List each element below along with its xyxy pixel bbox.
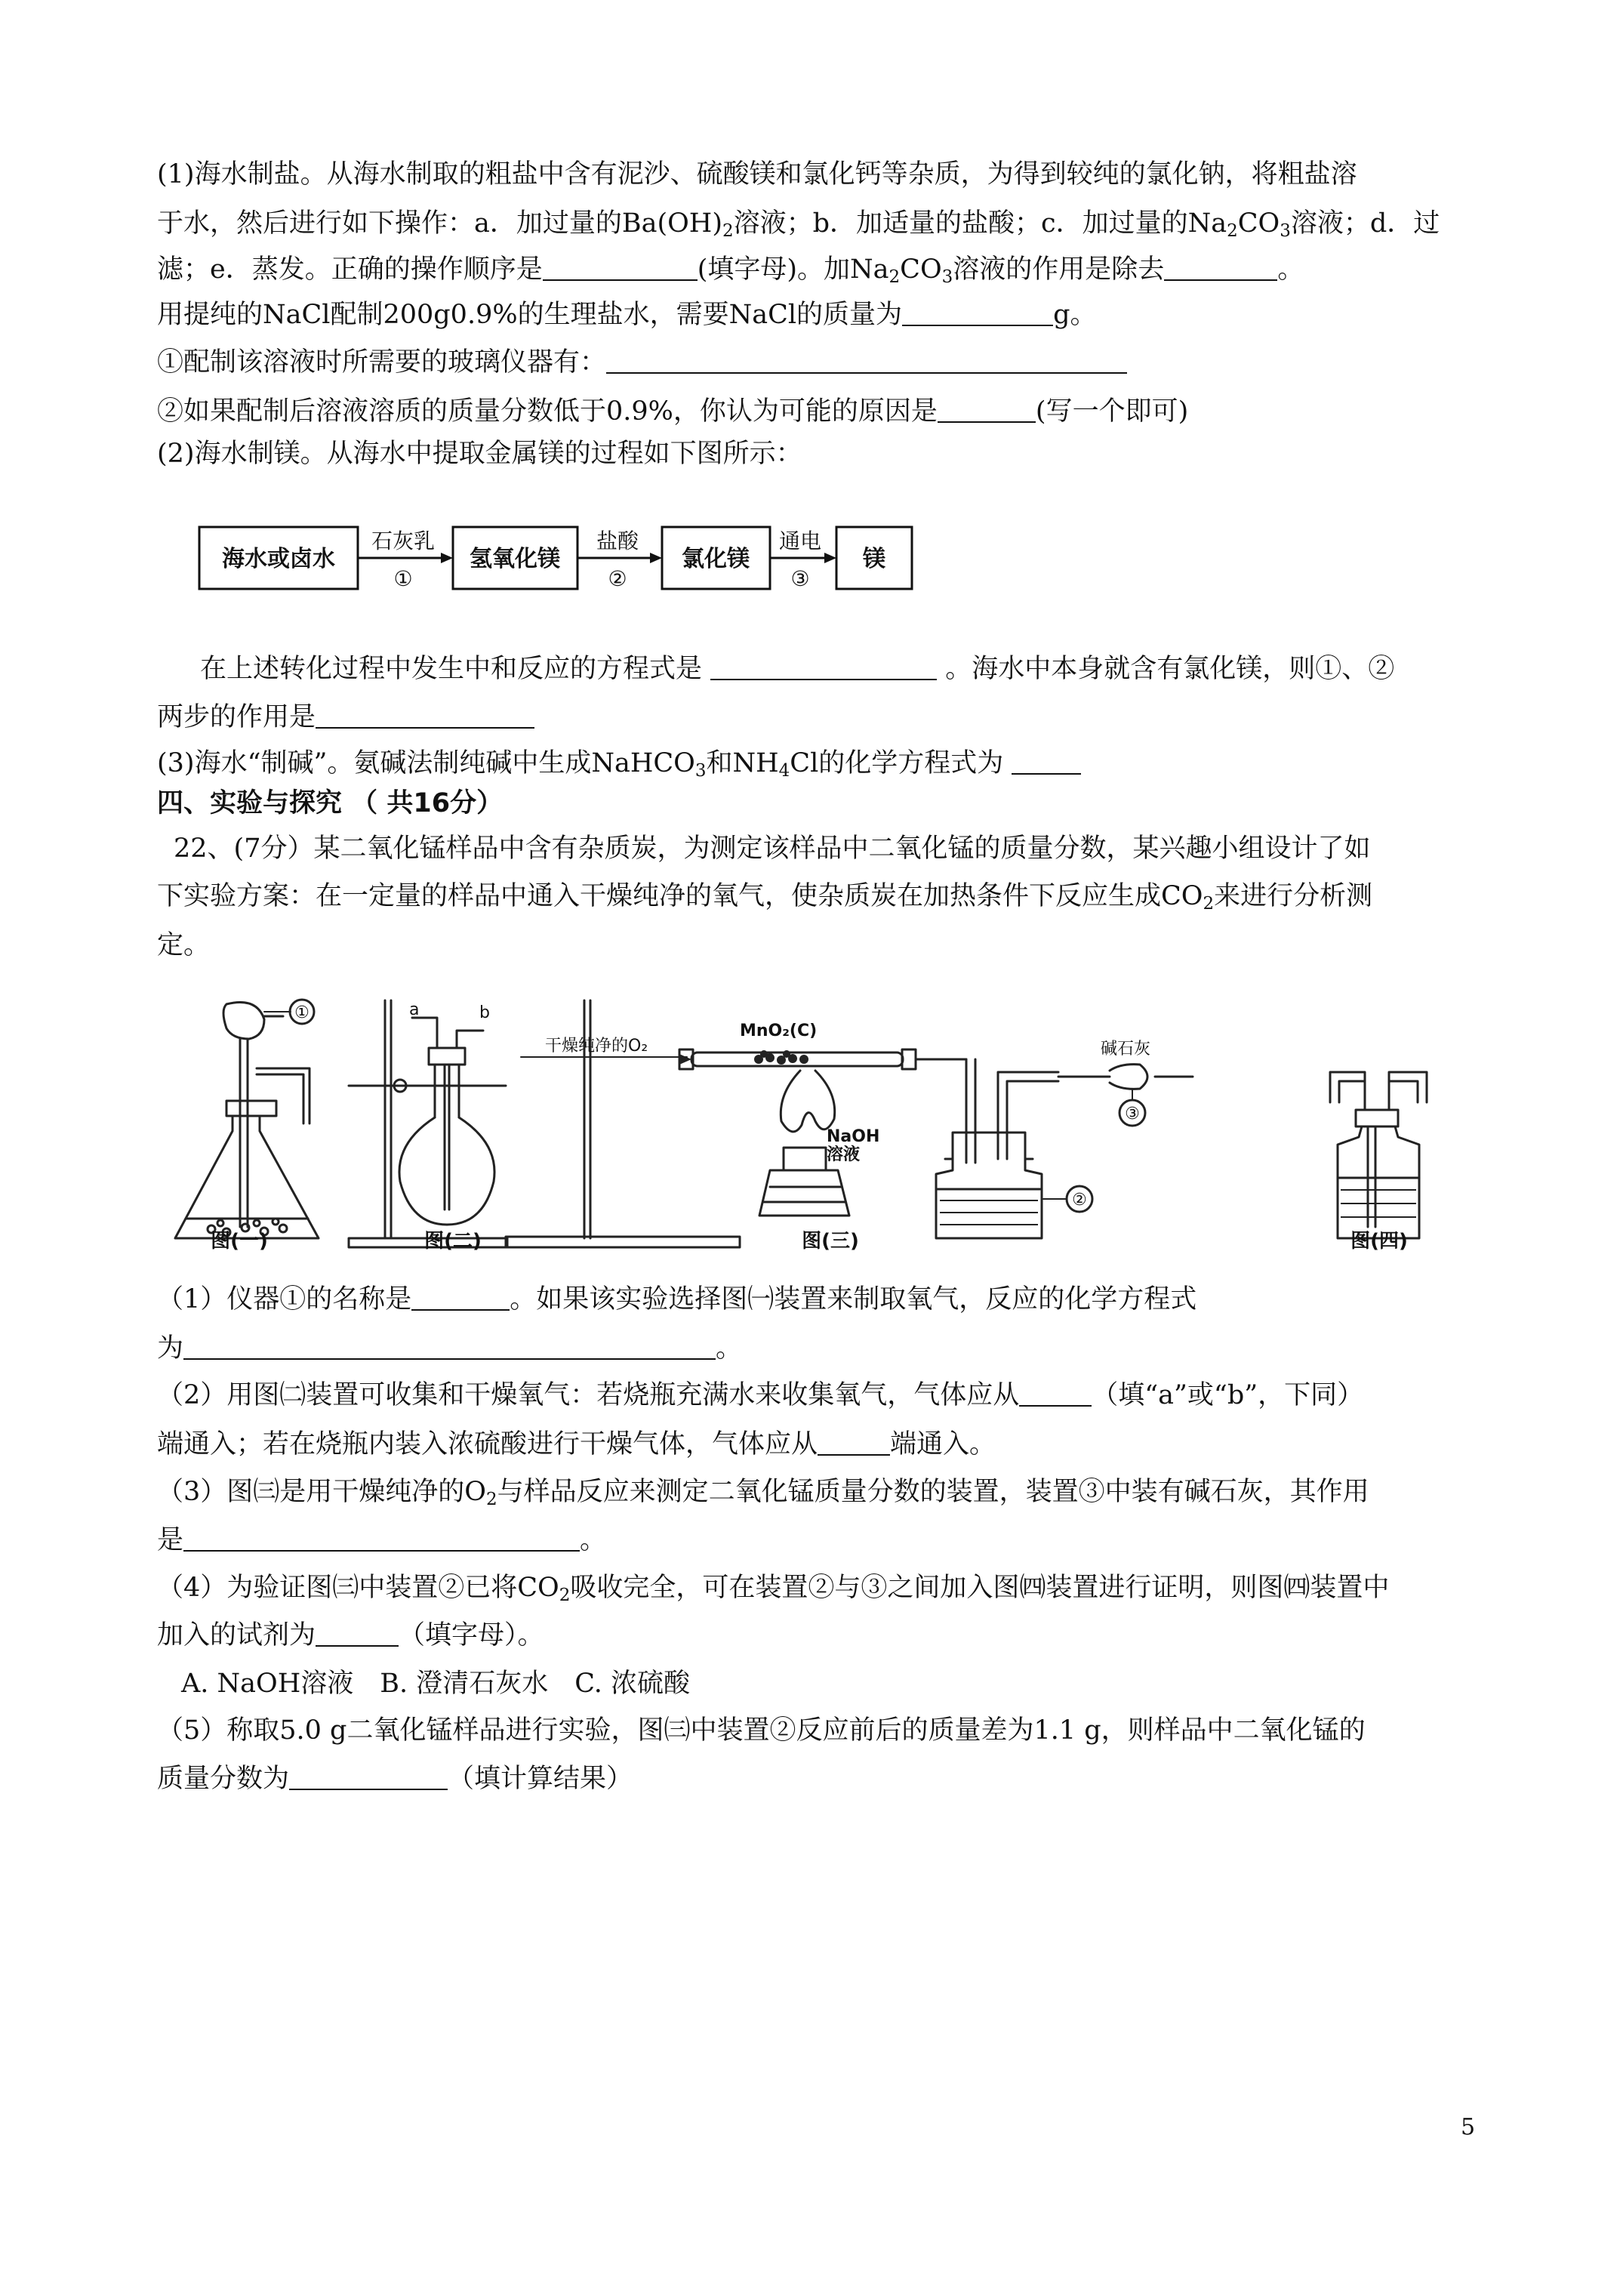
- fig2-apparatus: [349, 1000, 507, 1247]
- answer-blank[interactable]: [543, 255, 698, 281]
- fig1-caption: 图(一): [211, 1230, 268, 1253]
- q22-s1-line1: （1）仪器①的名称是 。如果该实验选择图㈠装置来制取氧气，反应的化学方程式: [157, 1284, 1197, 1314]
- answer-blank[interactable]: [183, 1334, 716, 1360]
- fig2-caption: 图(二): [424, 1230, 482, 1253]
- gas-inlet-label: 干燥纯净的O₂: [545, 1037, 648, 1056]
- soda-lime-label: 碱石灰: [1101, 1040, 1151, 1059]
- answer-blank[interactable]: [289, 1764, 448, 1790]
- reagent-hydrochloric-acid: 盐酸: [596, 529, 639, 553]
- naoh-label: NaOH: [827, 1127, 880, 1146]
- q21-p1-line6: ②如果配制后溶液溶质的质量分数低于0.9%，你认为可能的原因是 (写一个即可): [157, 396, 1189, 427]
- port-a-label: a: [409, 1000, 420, 1019]
- q21-p1-line3: 滤；e．蒸发。正确的操作顺序是 (填字母)。加$Na_2CO_3$溶液的作用是除去 。: [157, 254, 1304, 287]
- q21-p2-title: (2)海水制镁。从海水中提取金属镁的过程如下图所示：: [157, 439, 802, 469]
- answer-blank[interactable]: [1164, 255, 1277, 281]
- answer-blank[interactable]: [411, 1285, 510, 1311]
- answer-blank[interactable]: [818, 1430, 890, 1456]
- reagent-electrolysis: 通电: [778, 529, 822, 553]
- answer-blank[interactable]: [1019, 1381, 1092, 1407]
- q21-p3-line1: (3)海水“制碱”。氨碱法制纯碱中生成NaHCO$_3$和$NH_4Cl$的化学方程式为: [157, 745, 1081, 781]
- q22-s4-line1: （4）为验证图㈢中装置②已将$CO_2$吸收完全，可在装置②与③之间加入图㈣装置进行证明，则图㈣装置中: [157, 1573, 1390, 1605]
- q22-s2-line2: 端通入；若在烧瓶内装入浓硫酸进行干燥气体，气体应从 端通入。: [157, 1429, 996, 1459]
- page-number: 5: [1461, 2114, 1476, 2140]
- step-3: ③: [790, 566, 810, 591]
- section-4-title: 四、实验与探究 （ 共16分）: [157, 788, 504, 818]
- answer-blank[interactable]: [183, 1526, 580, 1552]
- fig4-apparatus: [1330, 1072, 1427, 1238]
- fig-marker-2: ②: [1072, 1191, 1087, 1210]
- answer-blank[interactable]: [316, 1621, 399, 1647]
- naoh-solution-label: 溶液: [827, 1145, 861, 1164]
- fig-marker-1: ①: [294, 1003, 310, 1022]
- flow-label-mg-chloride: 氯化镁: [682, 546, 750, 572]
- fig3-caption: 图(三): [802, 1230, 859, 1253]
- magnesium-flow-diagram: [196, 521, 921, 612]
- q21-p1-line4: 用提纯的NaCl配制200g0.9%的生理盐水，需要NaCl的质量为 g。: [157, 300, 1097, 330]
- fig4-caption: 图(四): [1350, 1230, 1408, 1253]
- q22-intro-line1: 22、(7分）某二氧化锰样品中含有杂质炭，为测定该样品中二氧化锰的质量分数，某兴趣小组设计了如: [174, 834, 1371, 864]
- step-1: ①: [393, 566, 413, 591]
- q22-intro-line3: 定。: [157, 930, 211, 960]
- q22-s1-line2: 为 。: [157, 1333, 743, 1364]
- q21-p1-line1: (1)海水制盐。从海水制取的粗盐中含有泥沙、硫酸镁和氯化钙等杂质，为得到较纯的氯化钠，将粗盐溶: [157, 159, 1357, 190]
- reagent-lime-milk: 石灰乳: [371, 529, 436, 553]
- flow-label-seawater: 海水或卤水: [222, 546, 335, 572]
- q22-s5-line2: 质量分数为 （填计算结果）: [157, 1764, 633, 1794]
- answer-blank[interactable]: [938, 397, 1036, 423]
- flow-label-mg-hydroxide: 氢氧化镁: [470, 546, 560, 572]
- step-2: ②: [608, 566, 627, 591]
- q22-s3-line1: （3）图㈢是用干燥纯净的$O_2$与样品反应来测定二氧化锰质量分数的装置，装置③中装有碱石灰，其作用: [157, 1477, 1369, 1509]
- port-b-label: b: [479, 1003, 490, 1022]
- fig1-apparatus: [175, 1003, 319, 1239]
- q22-s5-line1: （5）称取5.0 g二氧化锰样品进行实验，图㈢中装置②反应前后的质量差为1.1 g，则样品中二氧化锰的: [157, 1715, 1366, 1746]
- q21-p1-line5: ①配制该溶液时所需要的玻璃仪器有：: [157, 344, 1127, 381]
- q22-s4-line2: 加入的试剂为 （填字母）。: [157, 1620, 544, 1650]
- q22-s2-line1: （2）用图㈡装置可收集和干燥氧气：若烧瓶充满水来收集氧气，气体应从 （填“a”或“b”，下同）: [157, 1380, 1364, 1410]
- answer-blank[interactable]: [710, 655, 937, 680]
- fig-marker-3: ③: [1125, 1105, 1140, 1123]
- q22-s3-line2: 是 。: [157, 1525, 607, 1555]
- apparatus-figure: [151, 989, 1510, 1268]
- q22-s4-options: A. NaOH溶液 B. 澄清石灰水 C. 浓硫酸: [181, 1669, 690, 1699]
- answer-blank[interactable]: [316, 703, 534, 729]
- q21-p2-line1: 在上述转化过程中发生中和反应的方程式是 。海水中本身就含有氯化镁，则①、②: [200, 654, 1395, 684]
- q21-p1-line2: 于水，然后进行如下操作：a．加过量的$Ba(OH)_2$溶液；b．加适量的盐酸；c．加过量的$Na_2CO_3$溶液；d．过: [157, 208, 1440, 241]
- answer-blank[interactable]: [606, 348, 1127, 374]
- q22-intro-line2: 下实验方案：在一定量的样品中通入干燥纯净的氧气，使杂质炭在加热条件下反应生成$CO_2$来进行分析测: [157, 881, 1373, 914]
- answer-blank[interactable]: [902, 300, 1053, 326]
- q21-p2-line2: 两步的作用是: [157, 699, 534, 735]
- flow-label-mg: 镁: [863, 546, 885, 572]
- sample-label: MnO₂(C): [740, 1022, 818, 1040]
- answer-blank[interactable]: [1012, 749, 1081, 775]
